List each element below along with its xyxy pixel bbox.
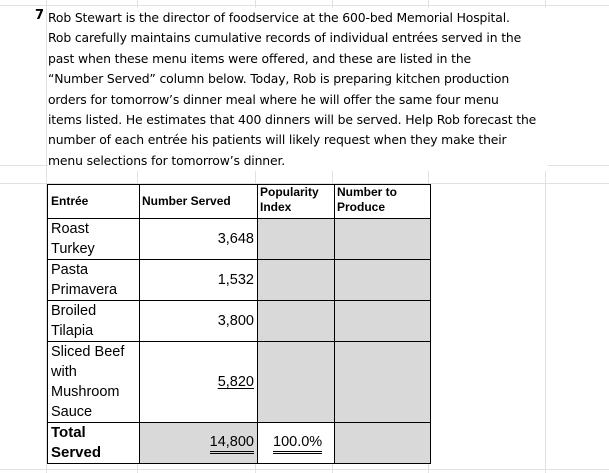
gridline (0, 469, 609, 470)
served-cell[interactable]: 3,800 (140, 301, 258, 342)
total-popularity-cell[interactable] (258, 423, 335, 464)
entree-cell[interactable] (48, 260, 140, 301)
entree-cell[interactable] (48, 342, 140, 423)
total-served-value: 14,800 (210, 434, 254, 454)
total-served-cell[interactable] (140, 423, 258, 464)
total-produce-cell[interactable] (335, 423, 431, 464)
entree-name-line: Tilapia (51, 323, 94, 339)
table-row (48, 342, 431, 423)
produce-input-cell[interactable] (335, 219, 431, 260)
produce-input-cell[interactable] (335, 342, 431, 423)
problem-line: menu selections for tomorrow’s dinner. (48, 152, 286, 168)
header-popularity-line1: Popularity (260, 185, 319, 199)
entree-cell[interactable] (48, 301, 140, 342)
problem-line: “Number Served” column below. Today, Rob is preparing kitchen production (48, 71, 510, 87)
popularity-input-cell[interactable] (258, 219, 335, 260)
popularity-input-cell[interactable] (258, 301, 335, 342)
problem-line: Rob Stewart is the director of foodservice at the 600-bed Memorial Hospital. (48, 10, 510, 25)
header-produce-line2: Produce (337, 200, 386, 214)
total-label-cell[interactable] (48, 423, 140, 464)
problem-line: Rob carefully maintains cumulative records of individual entrées served in the (48, 30, 522, 46)
entree-name-line: Broiled (51, 303, 97, 319)
problem-line: items listed. He estimates that 400 dinners will be served. Help Rob forecast the (48, 111, 537, 127)
total-label-line: Total (51, 424, 86, 441)
popularity-input-cell[interactable] (258, 342, 335, 423)
problem-line: number of each entrée his patients will likely request when they make their (48, 132, 507, 148)
question-number[interactable]: 7 (35, 8, 45, 23)
header-row (48, 185, 431, 219)
entree-name-line: with (51, 364, 77, 380)
header-produce-line1: Number to (337, 185, 397, 199)
problem-line: past when these menu items were offered, and these are listed in the (48, 50, 472, 66)
header-popularity-index[interactable] (258, 185, 335, 219)
produce-input-cell[interactable] (335, 260, 431, 301)
header-popularity-line2: Index (260, 200, 292, 214)
entree-name-line: Sauce (51, 404, 93, 420)
served-cell[interactable]: 3,648 (140, 219, 258, 260)
entree-name-line: Sliced Beef (51, 344, 125, 360)
entree-table (47, 184, 431, 464)
total-label-line: Served (51, 444, 102, 461)
entree-name-line: Roast (51, 221, 89, 237)
header-entree[interactable]: Entrée (48, 185, 140, 219)
served-value: 5,820 (217, 374, 254, 390)
gridline (0, 5, 609, 6)
table-row (48, 219, 431, 260)
total-popularity-value: 100.0% (273, 434, 322, 454)
popularity-input-cell[interactable] (258, 260, 335, 301)
served-cell[interactable] (140, 342, 258, 423)
entree-name-line: Primavera (51, 282, 118, 298)
entree-cell[interactable] (48, 219, 140, 260)
entree-name-line: Pasta (51, 262, 89, 278)
table-row (48, 260, 431, 301)
served-cell[interactable]: 1,532 (140, 260, 258, 301)
entree-name-line: Turkey (51, 241, 95, 257)
header-number-to-produce[interactable] (335, 185, 431, 219)
problem-text[interactable] (48, 8, 548, 171)
entree-name-line: Mushroom (51, 384, 120, 400)
total-row (48, 423, 431, 464)
header-number-served[interactable]: Number Served (140, 185, 258, 219)
produce-input-cell[interactable] (335, 301, 431, 342)
problem-line: orders for tomorrow’s dinner meal where he will offer the same four menu (48, 91, 499, 107)
table-row (48, 301, 431, 342)
